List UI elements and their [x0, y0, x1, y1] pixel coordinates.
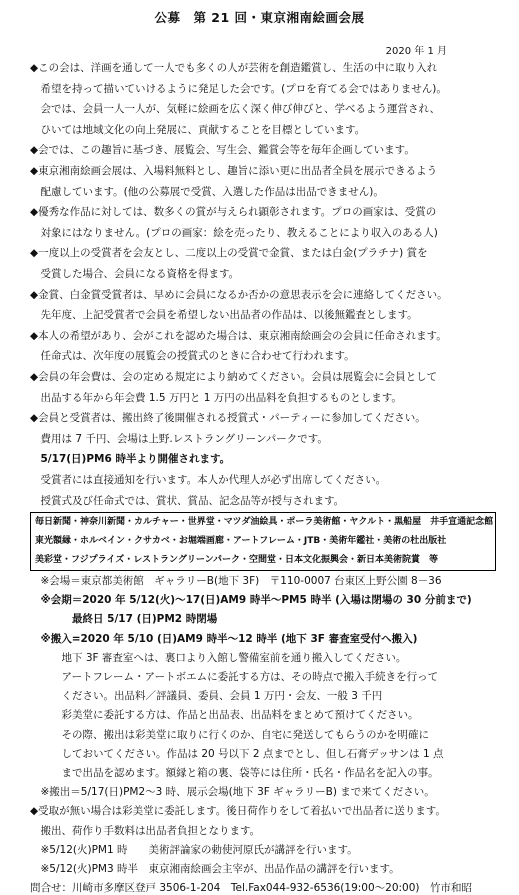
text-line: ◆会では、この趣旨に基づき、展覧会、写生会、鑑賞会等を毎年企画しています。 — [30, 144, 415, 157]
text-line: 最終日 5/17 (日)PM2 時閉場 — [30, 613, 218, 626]
text-line: ※搬入=2020 年 5/10 (日)AM9 時半～12 時半 (地下 3F 審査室受付へ搬入) — [30, 632, 418, 645]
text-line: ◆一度以上の受賞者を会友とし、二度以上の受賞で金賞、または白金(プラチナ) 賞を — [30, 247, 428, 260]
text-line: 会では、会員一人一人が、気軽に絵画を広く深く伸び伸びと、学べるよう運営され、 — [30, 103, 441, 116]
text-line: ◆金賞、白金賞受賞者は、早めに会員になるか否かの意思表示を会に連絡してください。 — [30, 288, 448, 301]
text-line: 出品する年から年会費 1.5 万円と 1 万円の出品料を負担するものとします。 — [30, 391, 402, 404]
text-line: 受賞者には直接通知を行います。本人か代理人が必ず出席してください。 — [30, 474, 387, 486]
text-line: しておいてください。作品は 20 号以下 2 点までとし、但し石膏デッサンは 1 点 — [30, 747, 444, 760]
document-date: 2020 年 1 月 — [385, 46, 447, 57]
text-line: 東光額縁・ホルベイン・クサカベ・お堀端画廊・アートフレーム・JTB・美術年鑑社・美術の杜出版社 — [35, 536, 447, 546]
text-line: 彩美堂に委託する方は、作品と出品表、出品料をまとめて預けてください。 — [30, 709, 419, 722]
text-line: ◆東京湘南絵画会展は、入場料無料とし、趣旨に添い更に出品者全員を展示できるよう — [30, 165, 438, 177]
text-line: 希望を持って描いていけるように発足した会です。(プロを育てる会ではありません)。 — [30, 82, 447, 95]
text-line: 配慮しています。(他の公募展で受賞、入選した作品は出品できません)。 — [30, 185, 384, 198]
text-line: 任命式は、次年度の展覧会の授賞式のときに合わせて行われます。 — [30, 350, 355, 363]
text-line: ひいては地域文化の向上発展に、貢献することを目標としています。 — [30, 123, 366, 136]
text-line: 授賞式及び任命式では、賞状、賞品、記念品等が授与されます。 — [30, 494, 345, 507]
text-line: まで出品を認めます。額縁と箱の裏、袋等には住所・氏名・作品名を記入の事。 — [30, 767, 439, 779]
text-line: ※会期＝2020 年 5/12(火)～17(日)AM9 時半～PM5 時半 (入場は閉場の 30 分前まで) — [30, 594, 472, 607]
text-line: ◆本人の希望があり、会がこれを認めた場合は、東京湘南絵画会の会員に任命されます。 — [30, 329, 447, 342]
text-line: アートフレーム・アートボエムに委託する方は、その時点で搬入手続きを行って — [30, 671, 439, 683]
text-line: ※5/12(火)PM1 時 美術評論家の勅使河原氏が講評を行います。 — [30, 843, 358, 856]
text-line: ※5/12(火)PM3 時半 東京湘南絵画会主宰が、出品作品の講評を行います。 — [30, 863, 400, 875]
text-line: 先年度、上記受賞者で会員を希望しない出品者の作品は、以後無鑑査とします。 — [30, 309, 418, 322]
text-line: ◆優秀な作品に対しては、数多くの賞が与えられ顕彰されます。プロの画家は、受賞の — [30, 206, 437, 219]
text-line: ◆会員の年会費は、会の定める規定により納めてください。会員は展覧会に会員として — [30, 371, 438, 383]
text-line: ◆この会は、洋画を通して一人でも多くの人が芸術を創造鑑賞し、生活の中に取り入れ — [30, 62, 438, 74]
text-line: ください。出品料／評議員、委員、会員 1 万円・会友、一般 3 千円 — [30, 690, 383, 703]
text-line: 対象にはなりません。(プロの画家：絵を売ったり、教えることにより収入のある人) — [30, 226, 438, 239]
text-line: 美彩堂・フジプライズ・レストラングリーンパーク・空間堂・日本文化振興会・新日本美術院賞 等 — [35, 555, 439, 565]
text-line: 問合せ：川崎市多摩区登戸 3506-1-204 Tel.Fax044-932-6536(19:00～20:00) 竹市和昭 — [30, 882, 473, 895]
text-line: ※搬出＝5/17(日)PM2～3 時、展示会場(地下 3F ギャラリーB) まで来てください。 — [30, 786, 435, 799]
text-line: ◆会員と受賞者は、搬出終了後開催される授賞式・パーティーに参加してください。 — [30, 412, 426, 425]
text-line: その際、搬出は彩美堂に取りに行くのか、自宅に発送してもらうのかを明確に — [30, 728, 429, 741]
text-line: 受賞した場合、会員になる資格を得ます。 — [30, 268, 240, 280]
text-line: ◆受取が無い場合は彩美堂に委託します。後日荷作りをして着払いで出品者に送ります。 — [30, 805, 446, 818]
text-line: ※会場＝東京都美術館 ギャラリーB(地下 3F) 〒110-0007 台東区上野公園 8－36 — [30, 575, 442, 587]
text-line: 費用は 7 千円、会場は上野.レストラングリーンパークです。 — [30, 432, 328, 445]
text-line: 毎日新聞・神奈川新聞・カルチャー・世界堂・マツダ油絵具・ポーラ美術館・ヤクルト・黒船屋 井手宣通記念館 — [35, 517, 494, 527]
page-title: 公募 第 21 回・東京湘南絵画会展 — [154, 10, 365, 25]
text-line: 搬出、荷作り手数料は出品者負担となります。 — [30, 824, 261, 837]
sponsor-box — [30, 512, 496, 571]
text-line: 5/17(日)PM6 時半より開催されます。 — [30, 453, 231, 466]
text-line: 地下 3F 審査室へは、裏口より入館し警備室前を通り搬入してください。 — [30, 651, 407, 664]
